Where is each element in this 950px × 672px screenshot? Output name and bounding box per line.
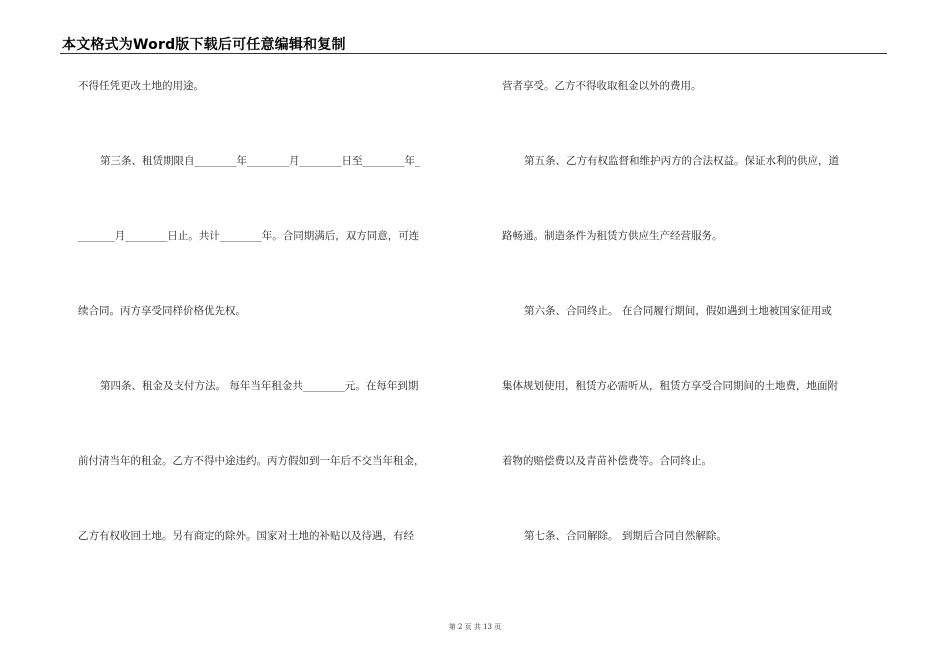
paragraph-line: 第三条、租赁期限自________年________月________日至________年_ [100,155,421,167]
header-divider [60,53,887,54]
document-header-title: 本文格式为Word版下载后可任意编辑和复制 [62,37,346,53]
paragraph-line: 续合同。丙方享受同样价格优先权。 [78,305,246,317]
paragraph-line: _______月________日止。共计________年。合同期满后，双方同意，可连 [78,230,420,242]
paragraph-line: 集体规划使用，租赁方必需听从，租赁方享受合同期间的土地费，地面附 [502,380,838,392]
paragraph-line: 第六条、合同终止。 在合同履行期间，假如遇到土地被国家征用或 [524,305,832,317]
paragraph-line: 着物的赔偿费以及青苗补偿费等。合同终止。 [502,455,712,467]
paragraph-line: 第五条、乙方有权监督和维护丙方的合法权益。保证水利的供应，道 [524,155,839,167]
paragraph-line: 乙方有权收回土地。另有商定的除外。国家对土地的补贴以及待遇，有经 [78,530,414,542]
paragraph-line: 路畅通。制造条件为租赁方供应生产经营服务。 [502,230,723,242]
page-number-footer: 第 2 页 共 13 页 [448,623,502,631]
paragraph-line: 营者享受。乙方不得收取租金以外的费用。 [502,80,702,92]
paragraph-line: 不得任凭更改土地的用途。 [78,80,204,92]
paragraph-line: 前付清当年的租金。乙方不得中途违约。丙方假如到一年后不交当年租金， [78,455,425,467]
paragraph-line: 第七条、合同解除。 到期后合同自然解除。 [524,530,727,542]
paragraph-line: 第四条、租金及支付方法。 每年当年租金共________元。在每年到期 [100,380,419,392]
